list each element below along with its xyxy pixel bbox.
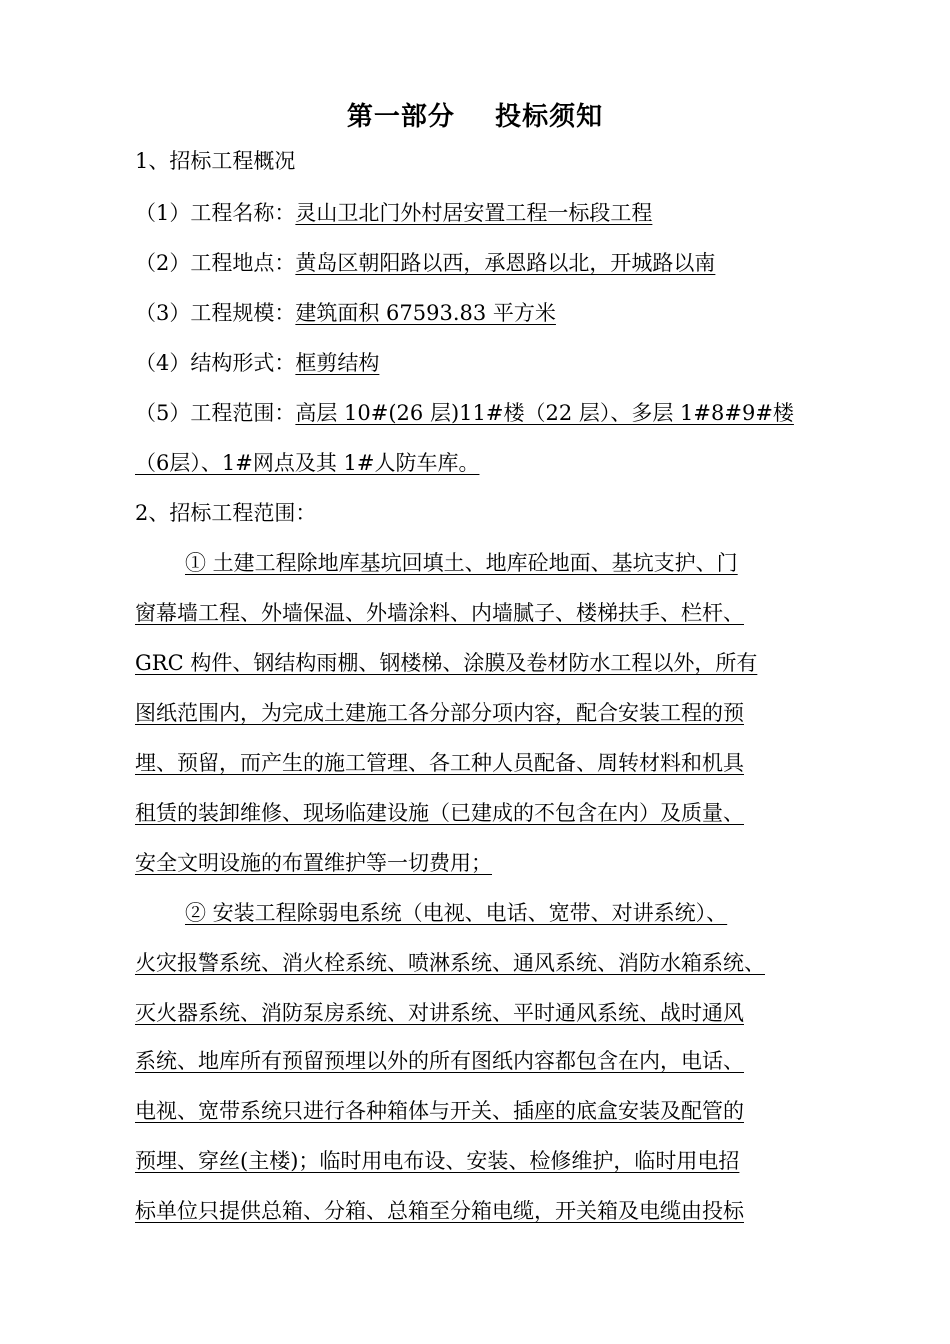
structure-type-label: （4）结构形式：	[135, 351, 296, 375]
project-scope-row	[135, 398, 794, 428]
project-scale-value: 建筑面积 67593.83 平方米	[295, 301, 556, 325]
section1-heading: 1、招标工程概况	[135, 149, 296, 173]
section2-heading: 2、招标工程范围：	[135, 501, 317, 525]
civil-scope-line: 图纸范围内，为完成土建施工各分部分项内容，配合安装工程的预	[135, 701, 744, 725]
install-scope-line: 电视、宽带系统只进行各种箱体与开关、插座的底盒安装及配管的	[135, 1099, 744, 1123]
civil-scope-line: 安全文明设施的布置维护等一切费用；	[135, 851, 492, 875]
project-name-label: （1）工程名称：	[135, 201, 296, 225]
project-name-value: 灵山卫北门外村居安置工程一标段工程	[295, 201, 653, 225]
project-location-label: （2）工程地点：	[135, 251, 296, 275]
install-scope-line: 系统、地库所有预留预埋以外的所有图纸内容都包含在内，电话、	[135, 1049, 744, 1073]
civil-scope-line: 窗幕墙工程、外墙保温、外墙涂料、内墙腻子、楼梯扶手、栏杆、	[135, 601, 744, 625]
project-location-row	[135, 248, 715, 278]
civil-scope-line: GRC 构件、钢结构雨棚、钢楼梯、涂膜及卷材防水工程以外，所有	[135, 651, 758, 675]
install-scope-line: 火灾报警系统、消火栓系统、喷淋系统、通风系统、消防水箱系统、	[135, 951, 765, 975]
civil-scope-line: ① 土建工程除地库基坑回填土、地库砼地面、基坑支护、门	[185, 551, 738, 575]
install-scope-line: 标单位只提供总箱、分箱、总箱至分箱电缆，开关箱及电缆由投标	[135, 1199, 744, 1223]
project-name-row	[135, 198, 652, 228]
civil-scope-line: 埋、预留，而产生的施工管理、各工种人员配备、周转材料和机具	[135, 751, 744, 775]
structure-type-row	[135, 348, 379, 378]
page-title: 第一部分 投标须知	[346, 102, 604, 132]
structure-type-value: 框剪结构	[295, 351, 380, 375]
project-scale-row	[135, 298, 556, 328]
install-scope-line: 预埋、穿丝(主楼)；临时用电布设、安装、检修维护，临时用电招	[135, 1149, 740, 1173]
civil-scope-line: 租赁的装卸维修、现场临建设施（已建成的不包含在内）及质量、	[135, 801, 744, 825]
project-scope-value: 高层 10#(26 层)11#楼（22 层）、多层 1#8#9#楼	[295, 401, 794, 425]
install-scope-line: 灭火器系统、消防泵房系统、对讲系统、平时通风系统、战时通风	[135, 1001, 744, 1025]
project-scope-label: （5）工程范围：	[135, 401, 296, 425]
install-scope-line: ② 安装工程除弱电系统（电视、电话、宽带、对讲系统）、	[185, 901, 728, 925]
project-location-value: 黄岛区朝阳路以西，承恩路以北，开城路以南	[295, 251, 716, 275]
project-scale-label: （3）工程规模：	[135, 301, 296, 325]
project-scope-continued: （6层）、1#网点及其 1#人防车库。	[135, 451, 480, 475]
